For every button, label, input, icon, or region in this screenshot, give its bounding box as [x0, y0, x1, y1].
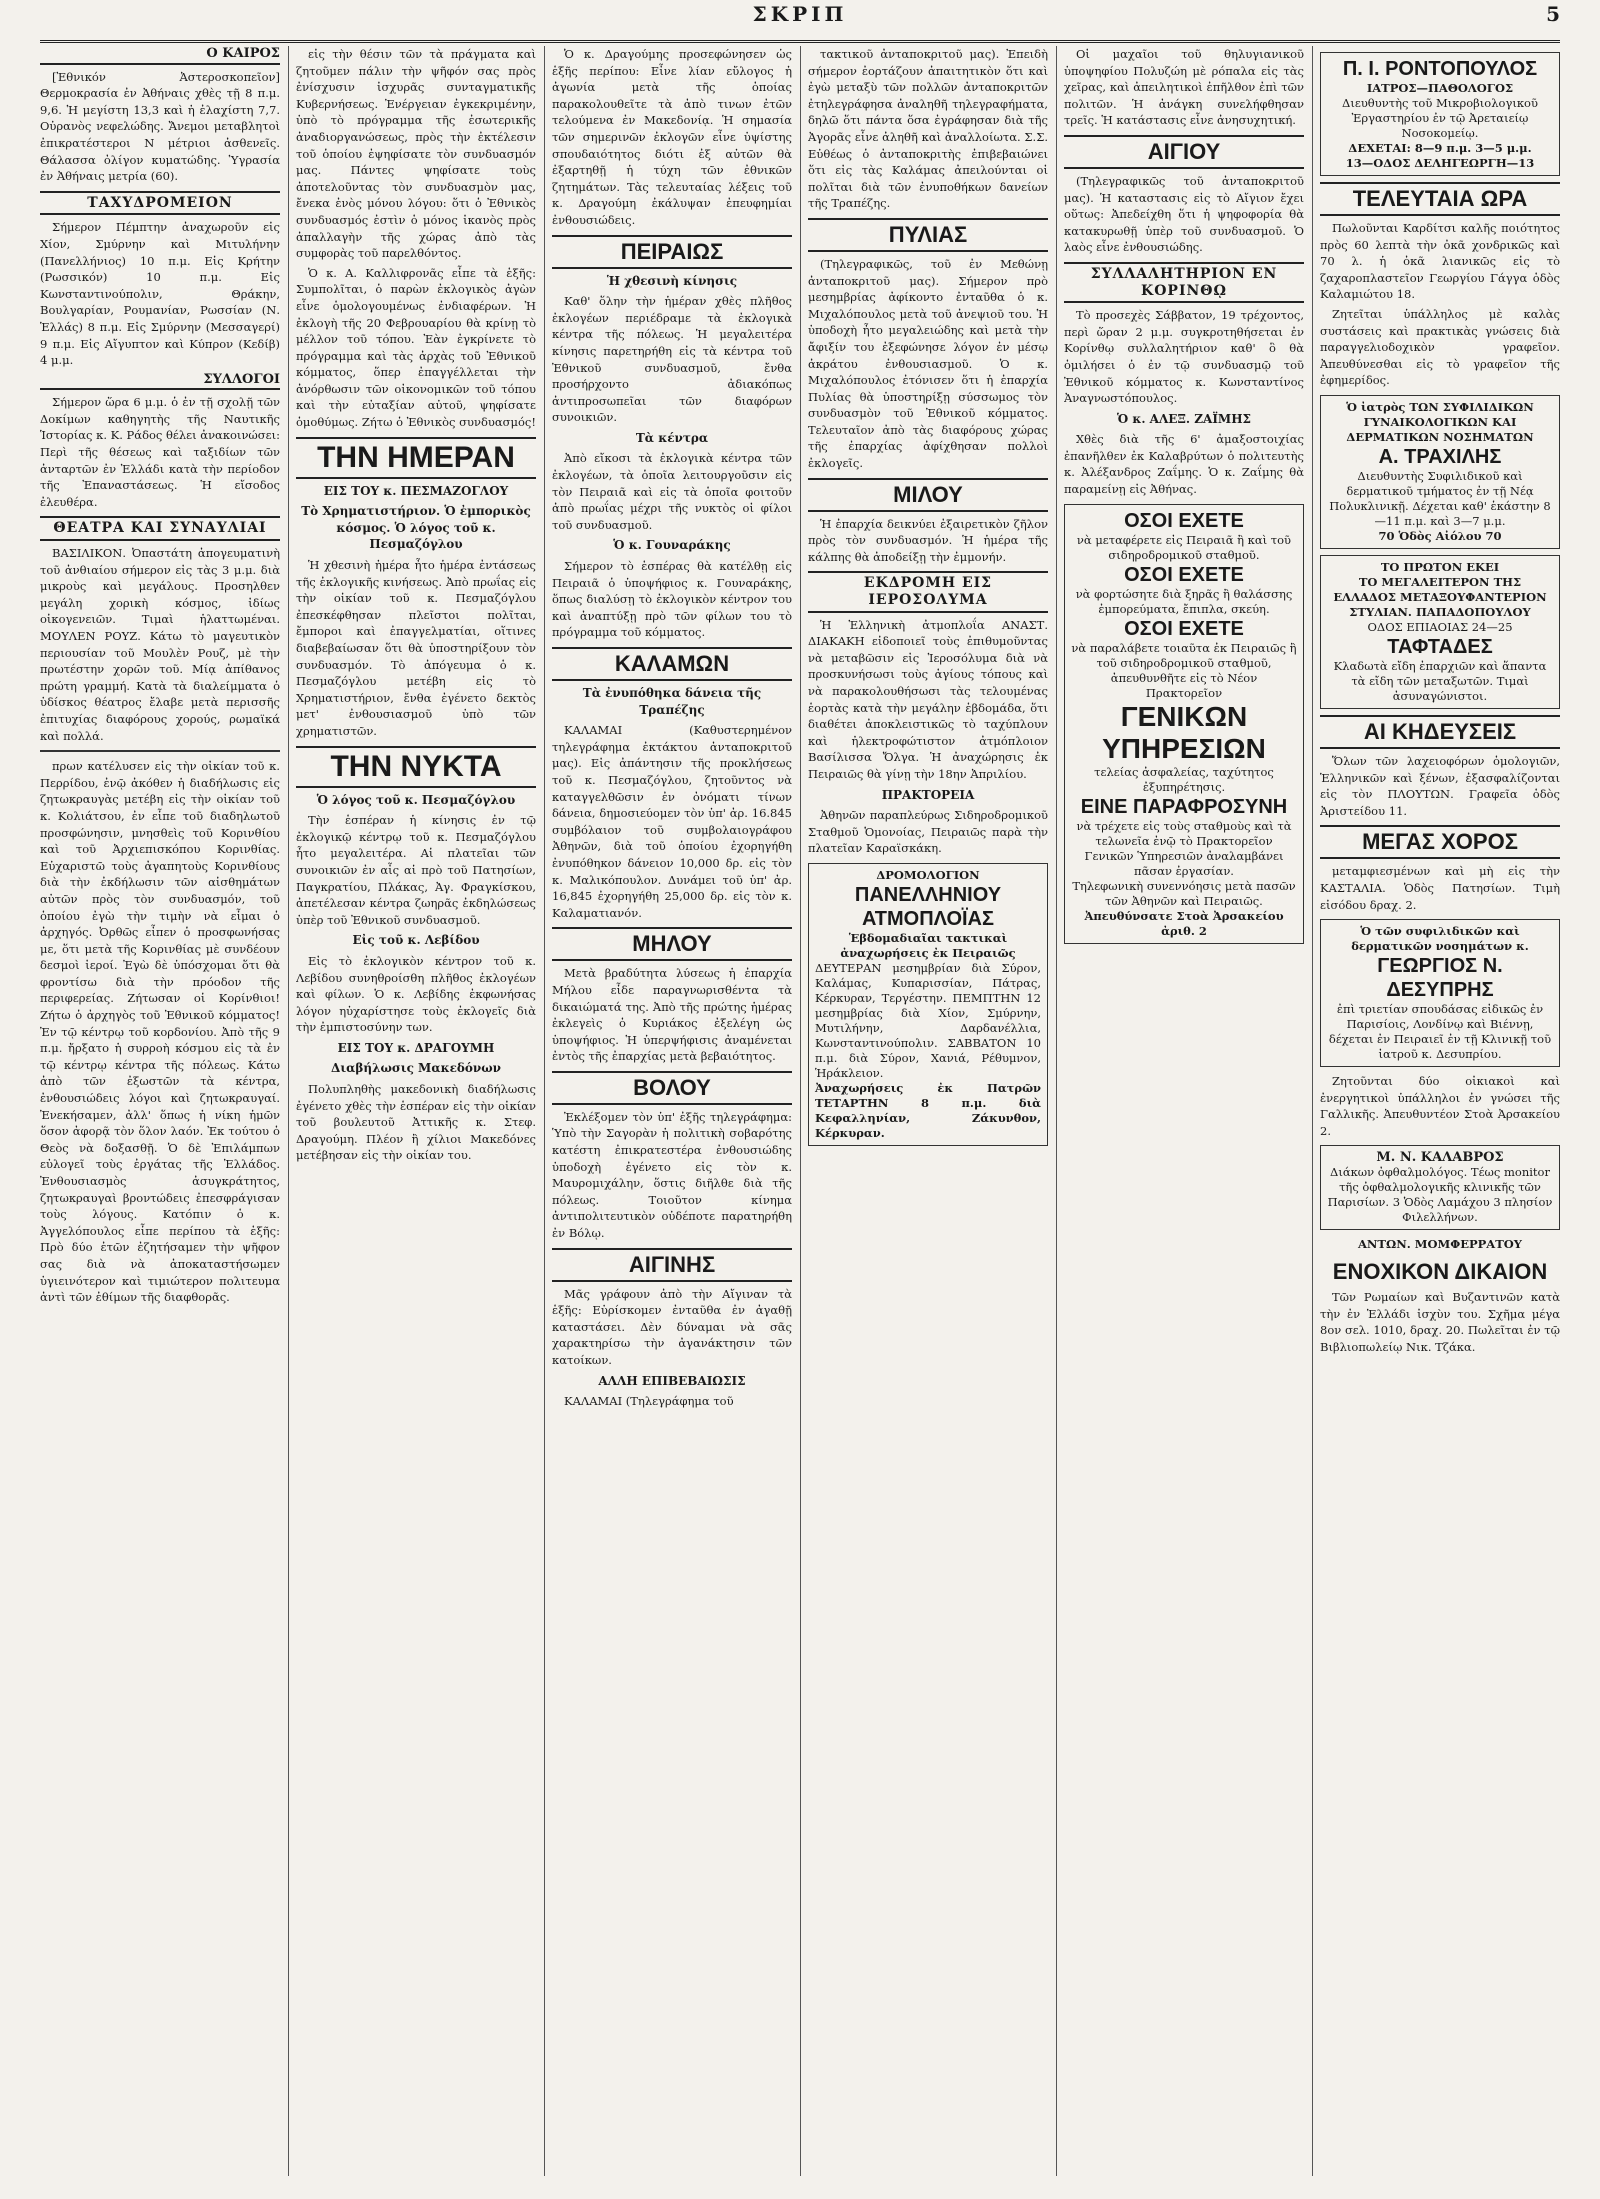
- ad-hours: ΔΕΧΕΤΑΙ: 8—9 π.μ. 3—5 μ.μ.: [1348, 141, 1532, 155]
- subheading: Διαβήλωσις Μακεδόνων: [331, 1061, 501, 1076]
- section-heading: ΑΙΓΙΝΗΣ: [552, 1248, 792, 1282]
- ad-title: ΓΥΝΑΙΚΟΛΟΓΙΚΩΝ ΚΑΙ ΔΕΡΜΑΤΙΚΩΝ ΝΟΣΗΜΑΤΩΝ: [1346, 414, 1534, 444]
- page-number: 5: [1546, 2, 1560, 26]
- ad-address: ΟΔΟΣ ΕΠΙΑΟΙΑΣ 24—25: [1367, 619, 1513, 634]
- article-text: Ὁ κ. Δραγούμης προσεφώνησεν ὡς ἑξῆς περίπου: Εἶνε λίαν εὔλογος ἡ ἀγωνία μετὰ τῆς ὁποίας παρακολουθεῖτε τὰ ἀπὸ τινων ἐτῶν τελούμενα ἐν Μακεδονίᾳ. Ἡ σημασία τῶν σημερινῶν ἐκλογῶν εἶνε ὑψίστης σπουδαιότητος διότι ἐξ αὐτῶν θὰ ἐξαρτηθῇ ἡ τύχη τῶν ἐθνικῶν ζητημάτων. Τὰς τελευταίας λέξεις τοῦ κ. Δραγούμη ἐκάλυψαν ἐπευφημίαι ἐνθουσιώδεις.: [552, 47, 792, 227]
- column-6: [1320, 46, 1560, 2176]
- section-heading: ΤΗΝ ΗΜΕΡΑΝ: [296, 437, 536, 479]
- ad-heading: ΕΙΝΕ ΠΑΡΑΦΡΟΣΥΝΗ: [1080, 795, 1288, 818]
- newspaper-title: ΣΚΡΙΠ: [752, 2, 848, 26]
- ad-title: ΓΕΝΙΚΩΝ ΥΠΗΡΕΣΙΩΝ: [1102, 700, 1266, 764]
- column-rule: [800, 46, 801, 2176]
- subheading: Εἰς τοῦ κ. Λεβίδου: [352, 933, 480, 948]
- article-text: Μᾶς γράφουν ἀπὸ τὴν Αἴγιναν τὰ ἑξῆς: Εὑρίσκομεν ἐνταῦθα ἐν ἀγαθῇ καταστάσει. Δὲν δύναμαι νὰ σᾶς χαρακτηρίσω τὴν ἀγανάκτησιν τῶν κατοίκων.: [552, 1286, 792, 1367]
- article-text: Οἱ μαχαῖοι τοῦ θηλυγιανικοῦ ὑποψηφίου Πολυζώη μὲ ρόπαλα εἰς τὰς χεῖρας, καὶ ἀπειλητικοὶ ἐπῆλθον ἐπὶ τῶν πολιτῶν. Ἡ ἀνάγκη συνελήφθησαν τρεῖς. Ἡ κατάστασις εἶνε ἀνησυχητική.: [1064, 47, 1304, 128]
- societies-heading: ΣΥΛΛΟΓΟΙ: [40, 372, 280, 391]
- subheading: Ὁ λόγος τοῦ κ. Πεσμαζόγλου: [316, 792, 516, 807]
- article-text: (Τηλεγραφικῶς, τοῦ ἐν Μεθώνῃ ἀνταποκριτοῦ μας). Σήμερον πρὸ μεσημβρίας ἀφίκοντο ἐνταῦθα ὁ κ. Μιχαλόπουλος μετὰ τοῦ ἀνεψιοῦ του. Ἡ ὑποδοχὴ ἦτο μεγαλειώδης καὶ μετὰ τὴν ἄφιξίν του ἐξεφώνησε λόγον ἐν μέσῳ ἀκράτου ἐνθουσιασμοῦ. Ὁ κ. Μιχαλόπουλος ἐτόνισεν ὅτι ἡ ἐπαρχία Πυλίας θὰ ὑποστηρίξῃ σύσσωμος τὸν συνδυασμὸν τοῦ Ἐθνικοῦ κόμματος. Τελευταῖον ἀπὸ τὰς διαφόρους χώρας τῆς ἐπαρχίας ἀφίχθησαν πολλοὶ ἐκλογεῖς.: [808, 256, 1048, 471]
- column-2: [296, 46, 536, 2176]
- subheading: Ὁ κ. ΑΛΕΞ. ΖΑΪΜΗΣ: [1116, 411, 1252, 426]
- column-rule: [1056, 46, 1057, 2176]
- section-heading: ΚΑΛΑΜΩΝ: [552, 647, 792, 681]
- societies-text: Σήμερον ὥρα 6 μ.μ. ὁ ἐν τῇ σχολῇ τῶν Δοκίμων καθηγητὴς τῆς Ναυτικῆς Ἱστορίας κ. Κ. Ράδος θέλει ἀνακοινώσει: Περὶ τῆς θέσεως καὶ ταξιδίων τῶν ἀνταρτῶν ἐν Ἑλλάδι κατὰ τὴν περίοδον τῆς Ἐπαναστάσεως. Ἡ εἴσοδος ἐλευθέρα.: [40, 395, 280, 509]
- silk-factory-ad: [1320, 555, 1560, 709]
- ad-heading: ΟΣΟΙ ΕΧΕΤΕ: [1124, 617, 1244, 640]
- article-text: Ὁ κ. Α. Καλλιφρονᾶς εἶπε τὰ ἑξῆς: Συμπολῖται, ὁ παρὼν ἐκλογικὸς ἀγὼν εἶνε ὁμολογουμένως ἐνδιαφέρων. Ἡ ἐκλογὴ τῆς 20 Φεβρουαρίου θὰ κρίνῃ τὸ μέλλον τοῦ τόπου. Ἐὰν ἐγκρίνετε τὸ πρόγραμμα καὶ τὰς ἀρχὰς τοῦ Ἐθνικοῦ κόμματος, ὅπερ ἐπαγγέλλεται τὴν ἀνόρθωσιν τῶν οἰκονομικῶν τοῦ τόπου καὶ τὴν εὐταξίαν αὐτοῦ, ψηφίσατε ὁμοθύμως. Ζήτω ὁ Ἐθνικὸς συνδυασμός!: [296, 265, 536, 430]
- doctor-ad: [1320, 52, 1560, 176]
- divider: [40, 750, 280, 752]
- book-ad-text: Τῶν Ρωμαίων καὶ Βυζαντινῶν κατὰ τὴν ἐν Ἑλλάδι ἰσχὺν του. Σχῆμα μέγα 8ον σελ. 1010, δραχ. 20. Πωλεῖται ἐν τῷ Βιβλιοπωλείῳ Νικ. Τζάκα.: [1320, 1290, 1560, 1354]
- ad-text: ἐπὶ τριετίαν σπουδάσας εἰδικῶς ἐν Παρισίοις, Λονδίνῳ καὶ Βιέννῃ, δέχεται ἐν Πειραιεῖ ἐν τῇ Κλινικῇ τοῦ ἰατροῦ κ. Δεσυπρίου.: [1328, 1002, 1552, 1062]
- classified-text: μεταμφιεσμένων καὶ μὴ εἰς τὴν ΚΑΣΤΑΛΙΑ. Ὁδὸς Πατησίων. Τιμὴ εἰσόδου δραχ. 2.: [1320, 864, 1560, 912]
- section-heading: ΒΟΛΟΥ: [552, 1071, 792, 1105]
- column-rule: [544, 46, 545, 2176]
- article-text: Ἀθηνῶν παραπλεύρως Σιδηροδρομικοῦ Σταθμοῦ Ὁμονοίας, Πειραιῶς παρὰ τὴν πλατεῖαν Καραϊσκάκη.: [808, 808, 1048, 856]
- weather-text: [Ἐθνικόν Ἀστεροσκοπεῖον] Θερμοκρασία ἐν Ἀθήναις χθὲς τῇ 8 π.μ. 9,6. Ἡ μεγίστη 13,3 καὶ ἡ ἐλαχίστη 7,7. Οὐρανὸς νεφελώδης. Ἄνεμοι μεταβλητοὶ ἐπικρατέστεροι Ν μέτριοι ἀσθενεῖς. Θάλασσα ὀλίγον κυματώδης. Ὑγρασία ἐν Ἀθήναις μετρία (60).: [40, 69, 280, 184]
- ad-text: τελείας ἀσφαλείας, ταχύτητος ἐξυπηρέτησις.: [1094, 764, 1274, 794]
- book-ad-title: ΕΝΟΧΙΚΟΝ ΔΙΚΑΙΟΝ: [1332, 1259, 1548, 1285]
- classified-text: Ζητοῦνται δύο οἰκιακοὶ καὶ ἐνεργητικοὶ ὑπάλληλοι ἐν γνώσει τῆς Γαλλικῆς. Ἀπευθυντέον Στοὰ Ἀρσακείου 2.: [1320, 1074, 1560, 1138]
- ad-name: Π. Ι. ΡΟΝΤΟΠΟΥΛΟΣ: [1342, 58, 1538, 80]
- post-text: Σήμερον Πέμπτην ἀναχωροῦν εἰς Χίον, Σμύρνην καὶ Μιτυλήνην (Πανελλήνιος) 10 π.μ. Εἰς Κρήτην (Ρωσσικόν) 10 π.μ. Εἰς Κωνσταντινούπολιν, Θράκην, Βουλγαρίαν, Ρουμανίαν, Ρωσσίαν (Ν. Ἑλλάς) 8 π.μ. Εἰς Σμύρνην (Μεσσαγερί) 9 π.μ. Εἰς Αἴγυπτον καὶ Κύπρον (Κεδίβ) 4 μ.μ.: [40, 220, 280, 368]
- article-text: Εἰς τὸ ἐκλογικὸν κέντρον τοῦ κ. Λεβίδου συνηθροίσθη πλῆθος ἐκλογέων καὶ φίλων. Ὁ κ. Λεβίδης ἐκφωνήσας λόγον ηὐχαρίστησε τοὺς ἐκλογεῖς διὰ τὴν ἐμπιστοσύνην των.: [296, 953, 536, 1035]
- weather-heading: Ο ΚΑΙΡΟΣ: [40, 46, 280, 65]
- article-text: Ἐκλέξομεν τὸν ὑπ' ἐξῆς τηλεγράφημα: Ὑπὸ τὴν Σαγορὰν ἡ πολιτικὴ σοβαρότης κατέστη ἐπικρατεστέρα ἐνθουσιώδης ὑποδοχὴ ἐγένετο εἰς τὸν κ. Μαυρομιχάλην, ὅστις διῆλθε διὰ τῆς πόλεως. Τοιοῦτον κίνημα ἀντιπολιτευτικὸν οὐδέποτε παρατηρήθη ἐν Βόλῳ.: [552, 1109, 792, 1241]
- article-text: Τὸ προσεχὲς Σάββατον, 19 τρέχοντος, περὶ ὥραν 2 μ.μ. συγκροτηθήσεται ἐν Κορίνθῳ συλλαλητήριον καθ' ὃ θὰ ὁμιλήσει ὁ ἐν τῷ συνδυασμῷ τοῦ Ἐθνικοῦ κόμματος κ. Κωνσταντίνος Ἀναγνωστόπουλος.: [1064, 308, 1304, 406]
- subheading: ΕΙΣ ΤΟΥ κ. ΔΡΑΓΟΥΜΗ: [337, 1040, 495, 1055]
- doctor-ad: [1320, 1145, 1560, 1230]
- section-heading: ΜΗΛΟΥ: [552, 927, 792, 961]
- column-5: [1064, 46, 1304, 2176]
- section-heading: ΣΥΛΛΑΛΗΤΗΡΙΟΝ ΕΝ ΚΟΡΙΝΘῼ: [1064, 262, 1304, 303]
- ad-text: ΔΕΥΤΕΡΑΝ μεσημβρίαν διὰ Σύρον, Καλάμας, Κυπαρισσίαν, Πάτρας, Κέρκυραν, Τεργέστην. ΠΕΜΠΤΗΝ 12 μεσημβρίας διὰ Χίον, Σμύρνην, Μυτιλήνην, Δαρδανέλλια, Κωνσταντινούπολιν. ΣΑΒΒΑΤΟΝ 10 π.μ. διὰ Σύρον, Χανιά, Ρέθυμνον, Ἡράκλειον.: [815, 960, 1041, 1080]
- ad-title: ΠΑΝΕΛΛΗΝΙΟΥ ΑΤΜΟΠΛΟΪΑΣ: [854, 883, 1002, 930]
- section-heading: ΜΕΓΑΣ ΧΟΡΟΣ: [1320, 825, 1560, 859]
- article-text: Ἀπὸ εἴκοσι τὰ ἐκλογικὰ κέντρα τῶν ἐκλογέων, τὰ ὁποῖα λειτουργοῦσιν εἰς τὸν Πειραιᾶ καὶ εἰς τὰ ὁποῖα φοιτοῦν ἀπὸ πρωΐας μέχρι τῆς νυκτὸς οἱ φίλοι τοῦ συνδυασμοῦ.: [552, 451, 792, 532]
- ad-text: νὰ τρέχετε εἰς τοὺς σταθμοὺς καὶ τὰ τελωνεῖα ἐνῷ τὸ Πρακτορεῖον Γενικῶν Ὑπηρεσιῶν ἀναλαμβάνει πᾶσαν ἐργασίαν.: [1076, 818, 1292, 878]
- ad-heading: ΔΡΟΜΟΛΟΓΙΟΝ: [876, 867, 980, 882]
- ad-name: ΓΕΩΡΓΙΟΣ Ν. ΔΕΣΥΠΡΗΣ: [1377, 955, 1503, 1002]
- column-3: [552, 46, 792, 2176]
- ad-title: ΙΑΤΡΟΣ—ΠΑΘΟΛΟΓΟΣ: [1366, 81, 1514, 95]
- ad-heading: ΟΣΟΙ ΕΧΕΤΕ: [1124, 509, 1244, 532]
- article-text: Πολυπληθὴς μακεδονικὴ διαδήλωσις ἐγένετο χθὲς τὴν ἑσπέραν εἰς τὴν οἰκίαν τοῦ βουλευτοῦ Ἀττικῆς κ. Στεφ. Δραγούμη. Πλέον ἢ χίλιοι Μακεδόνες μετέβησαν εἰς τὴν οἰκίαν του.: [296, 1082, 536, 1163]
- ad-heading: Ὁ τῶν συφιλιδικῶν καὶ δερματικῶν νοσημάτων κ.: [1351, 924, 1529, 954]
- ad-text: Τηλεφωνικὴ συνεννόησις μετὰ πασῶν τῶν Ἀθηνῶν καὶ Πειραιῶς.: [1072, 878, 1296, 908]
- subheading: Ὁ κ. Γουναράκης: [613, 538, 731, 553]
- column-4: [808, 46, 1048, 2176]
- ad-text: νὰ μεταφέρετε εἰς Πειραιᾶ ἢ καὶ τοῦ σιδηροδρομικοῦ σταθμοῦ.: [1076, 532, 1292, 562]
- ad-name: ΣΤΥΛΙΑΝ. ΠΑΠΑΔΟΠΟΥΛΟΥ: [1349, 604, 1531, 619]
- masthead: [40, 0, 1560, 43]
- section-heading: ΤΕΛΕΥΤΑΙΑ ΩΡΑ: [1320, 182, 1560, 216]
- ad-subtitle: ΤΑΦΤΑΔΕΣ: [1387, 635, 1493, 658]
- article-text: Ἡ χθεσινὴ ἡμέρα ἦτο ἡμέρα ἐντάσεως τῆς ἐκλογικῆς κινήσεως. Ἀπὸ πρωΐας εἰς τὴν οἰκίαν τοῦ κ. Πεσμαζόγλου ἐπεσκέφθησαν πλεῖστοι πολῖται, ἔμποροι καὶ ἐπαγγελματίαι, οἵτινες διαβεβαίωσαν ὅτι θὰ ὑποστηρίξουν τὸν συνδυασμόν. Τὸ ἀπόγευμα ὁ κ. Πεσμαζόγλου μετέβη εἰς τὸ Χρηματιστήριον, ἔνθα ἐγένετο δεκτὸς μετ' ἐνθουσιασμοῦ ὑπὸ τῶν χρηματιστῶν.: [296, 558, 536, 738]
- ad-heading: ΟΣΟΙ ΕΧΕΤΕ: [1124, 563, 1244, 586]
- subheading: Ἡ χθεσινὴ κίνησις: [606, 273, 738, 288]
- subheading: ΠΡΑΚΤΟΡΕΙΑ: [881, 787, 975, 802]
- shipping-ad: [808, 863, 1048, 1146]
- article-text: Σήμερον τὸ ἑσπέρας θὰ κατέλθῃ εἰς Πειραιᾶ ὁ ὑποψήφιος κ. Γουναράκης, ὅπως διαλύσῃ τὸ ἐκλογικὸν κέντρον του καὶ ἀναπτύξῃ πρὸ τῶν φίλων του τὸ πρόγραμμα τοῦ κόμματος.: [552, 559, 792, 640]
- section-heading: ΠΥΛΙΑΣ: [808, 218, 1048, 252]
- subheading: Τὰ κέντρα: [635, 430, 709, 445]
- column-rule: [1312, 46, 1313, 2176]
- article-text: ΚΑΛΑΜΑΙ (Καθυστερημένον τηλεγράφημα ἐκτάκτου ἀνταποκριτοῦ μας). Εἰς ἀπάντησιν τῆς προκλήσεως τοῦ κ. Πεσμαζόγλου, ζητοῦντος νὰ καταγγελθῶσιν ἐν ὀνόματι τίνων δάνεια, δημοσιεύομεν τὸν ὑπ' ἀρ. 16.845 συμβόλαιον τοῦ συμβολαιογράφου Ἀθηνῶν, διὰ τοῦ ὁποίου ἐχορηγήθη ἐνυπόθηκον δάνειον 10,000 δρ. εἰς τὸν κ. Μαλικόπουλον. Δυνάμει τοῦ ὑπ' ἀρ. 16,845 ἐχορηγήθη 25,000 δρ. εἰς τὸν κ. Καλαματιανόν.: [552, 723, 792, 920]
- article-text: Ἡ ἐπαρχία δεικνύει ἐξαιρετικὸν ζῆλον πρὸς τὸν συνδυασμόν. Ἡ ἡμέρα τῆς κάλπης θὰ ἀποδείξῃ τὴν ἐμμονήν.: [808, 516, 1048, 564]
- section-heading: ΠΕΙΡΑΙΩΣ: [552, 235, 792, 269]
- ad-footer: Ἀναχωρήσεις ἐκ Πατρῶν ΤΕΤΑΡΤΗΝ 8 π.μ. διὰ Κεφαλληνίαν, Ζάκυνθον, Κέρκυραν.: [815, 1080, 1041, 1140]
- classified-text: Ὅλων τῶν λαχειοφόρων ὁμολογιῶν, Ἑλληνικῶν καὶ ξένων, ἐξασφαλίζονται εἰς τὸν ΠΛΟΥΤΩΝ. Γραφεῖα ὁδὸς Ἀριστείδου 11.: [1320, 753, 1560, 818]
- article-text: ΚΑΛΑΜΑΙ (Τηλεγράφημα τοῦ: [564, 1394, 734, 1409]
- section-heading: ΜΙΛΟΥ: [808, 478, 1048, 512]
- section-heading: ΑΙΓΙΟΥ: [1064, 135, 1304, 169]
- section-heading: ΑΙ ΚΗΔΕΥΣΕΙΣ: [1320, 715, 1560, 749]
- ad-heading: ΤΟ ΠΡΩΤΟΝ ΕΚΕΙ: [1380, 559, 1500, 574]
- post-heading: ΤΑΧΥΔΡΟΜΕΙΟΝ: [40, 191, 280, 216]
- subheading: Τὸ Χρηματιστήριον. Ὁ ἐμπορικὸς κόσμος. Ὁ λόγος τοῦ κ. Πεσμαζόγλου: [301, 504, 531, 552]
- column-rule: [288, 46, 289, 2176]
- article-text: τακτικοῦ ἀνταποκριτοῦ μας). Ἐπειδὴ σήμερον ἐορτάζουν ἀπαιτητικὸν ὅτι καὶ ἐγὼ μεταξὺ τῶν πολλῶν ἀνταποκριτῶν ἐτηλεγράφησα ἀναληθῆ τηλεγραφήματα, δηλῶ ὅτι πάντα ὅσα ἐγράφησαν διὰ τῆς Ἀγορᾶς εἶνε ἀληθῆ καὶ ἀναλλοίωτα. Σ.Σ. Εὐθέως ὁ ἀνταποκριτὴς ἐπιβεβαιώνει ὅτι εἰς τὰς Καλάμας ἀπειλούνται οἱ πολῖται διὰ τῶν ἐνυποθήκων δανείων τῆς Τραπέζης.: [808, 47, 1048, 211]
- section-heading: ΕΚΔΡΟΜΗ ΕΙΣ ΙΕΡΟΣΟΛΥΜΑ: [808, 571, 1048, 612]
- ad-text: Διάκων ὀφθαλμολόγος. Τέως monitor τῆς ὀφθαλμολογικῆς κλινικῆς τῶν Παρισίων. 3 Ὁδὸς Λαμάχου 3 πλησίον Φιλελλήνων.: [1327, 1165, 1553, 1225]
- classified-text: Ζητεῖται ὑπάλληλος μὲ καλὰς συστάσεις καὶ πρακτικὰς γνώσεις διὰ παραγγελιοδοχικὸν γραφεῖον. Ἀπευθύνεσθαι εἰς τὸ γραφεῖον τῆς ἐφημερίδος.: [1320, 306, 1560, 388]
- classified-text: Πωλοῦνται Καρδίτσι καλῆς ποιότητος πρὸς 60 λεπτὰ τὴν ὀκᾶ χονδρικῶς καὶ 70 λ. ἡ ὀκᾶ λιανικῶς εἰς τὸ ζαχαροπλαστεῖον Γεωργίου Γάγγα ὁδὸς Καλαμιώτου 18.: [1320, 221, 1560, 302]
- doctor-ad: [1320, 919, 1560, 1067]
- ad-address: Ἀπευθύνσατε Στοὰ Ἀρσακείου ἀριθ. 2: [1084, 908, 1284, 938]
- ad-text: Διευθυντὴς Συφιλιδικοῦ καὶ δερματικοῦ τμήματος ἐν τῇ Νέᾳ Πολυκλινικῇ. Δέχεται καθ' ἑκάστην 8—11 π.μ. καὶ 3—7 μ.μ.: [1329, 468, 1551, 528]
- ad-heading: Ὁ ἰατρὸς ΤΩΝ ΣΥΦΙΛΙΔΙΚΩΝ: [1346, 399, 1534, 414]
- ad-text: Κλαδωτὰ εἴδη ἐπαρχιῶν καὶ ἅπαντα τὰ εἴδη τῶν μεταξωτῶν. Τιμαὶ ἀσυναγώνιστοι.: [1333, 658, 1547, 703]
- article-text: Μετὰ βραδύτητα λύσεως ἡ ἐπαρχία Μήλου εἶδε παραγνωρισθέντα τὰ δικαιώματά της. Ἀπὸ τῆς πρώτης ἡμέρας ἐκλεγεὶς ὁ Κυριάκος ἐξελέγη ὡς ὑποψήφιος. Ἡ ὑπερψήφισις ἀναμένεται ἐντὸς τῆς ἐπαρχίας μετὰ βεβαιότητος.: [552, 966, 792, 1064]
- theatres-heading: ΘΕΑΤΡΑ ΚΑΙ ΣΥΝΑΥΛΙΑΙ: [40, 516, 280, 541]
- ad-address: 13—ΟΔΟΣ ΔΕΛΗΓΕΩΡΓΗ—13: [1345, 156, 1535, 170]
- ad-subtitle: Ἑβδομαδιαῖαι τακτικαὶ ἀναχωρήσεις ἐκ Πειραιῶς: [840, 930, 1016, 960]
- ad-name: Α. ΤΡΑΧΙΛΗΣ: [1378, 445, 1502, 468]
- column-1: [40, 46, 280, 2176]
- article-text: Ἡ Ἑλληνικὴ ἀτμοπλοΐα ΑΝΑΣΤ. ΔΙΑΚΑΚΗ εἰδοποιεῖ τοὺς ἐπιθυμοῦντας νὰ μεταβῶσιν εἰς Ἱεροσόλυμα διὰ νὰ προσκυνήσωσι τοὺς ἁγίους τόπους καὶ νὰ παρακολουθήσωσι τὰς τελουμένας ἑορτὰς κατὰ τὴν μεγάλην ἑβδομάδα, ὅτι διαθέτει ἀποκλειστικῶς τὸ ταχύπλουν καὶ ἠλεκτροφώτιστον ἀτμόπλοιον Βασίλισσα Ὄλγα. Ἡ ἀναχώρησις ἐκ Πειραιῶς θὰ γίνῃ τὴν 18ην Ἀπριλίου.: [808, 617, 1048, 781]
- article-text: (Τηλεγραφικῶς τοῦ ἀνταποκριτοῦ μας). Ἡ καταστασις εἰς τὸ Αἴγιον ἔχει οὕτως: Ἀπεδείχθη ὅτι ἡ ψηφοφορία θὰ κατακυρωθῇ ὑπὲρ τοῦ συνδυασμοῦ. Ὁ λαὸς εἶνε ἐνθουσιώδης.: [1064, 173, 1304, 255]
- article-text: Καθ' ὅλην τὴν ἡμέραν χθὲς πλῆθος ἐκλογέων περιέδραμε τὰ ἐκλογικὰ κέντρα τῆς πόλεως. Ἡ μεγαλειτέρα κίνησις παρετηρήθη εἰς τὰ κέντρα τοῦ Ἐθνικοῦ συνδυασμοῦ, ἔνθα προσήρχοντο ἀδιακόπως ἀντιπροσωπεῖαι τῶν διαφόρων συνοικιῶν.: [552, 294, 792, 425]
- ad-address: 70 Ὁδὸς Αἰόλου 70: [1378, 528, 1502, 543]
- article-text: πρων κατέλυσεν εἰς τὴν οἰκίαν τοῦ κ. Περρίδου, ἐνῷ ἀκόθεν ἡ διαδήλωσις εἰς ζητωκραυγὰς μετέβη εἰς τὴν οἰκίαν τοῦ κ. Κολιάτσου, ἐν εἶπε τοῦ διαδηλωτοῦ προσφώνησιν, μνησθεὶς τοῦ Κορινθίου καὶ τοῦ Ἀρχιεπισκόπου Κορινθίας. Εὐχαριστῶ τοὺς ἀγαπητοὺς Κορινθίους διὰ τὴν ἐκδήλωσιν τῶν αἰσθημάτων αὐτῶν πρὸς τὸν συνδυασμόν, τοῦ ὁποίου ἐγὼ τὴν τιμὴν νὰ εἶμαι ὁ ἀρχηγός. Ὀρθῶς εἶπεν ὁ προσφωνήσας με, ὅτι μετὰ τῆς Κορινθίας μὲ συνδέουν δεσμοὶ ἱεροί. Ἐγὼ δὲ ὑπόσχομαι ὅτι θὰ φροντίσω διὰ τὴν πρόοδον τῆς περιφερείας. Ζήτωσαν οἱ Κορίνθιοι! Ζήτω ὁ ἀρχηγὸς τοῦ Ἐθνικοῦ κόμματος! Ἐν τῷ κέντρῳ τοῦ κορδονίου. Ἀπὸ τῆς 9 π.μ. ἤρξατο ἡ συρροὴ κόσμου εἰς τὰ ἐν τῷ κέντρῳ κέντρα τῆς πόλεως. Κάτω ἀπὸ τῶν ἐξωστῶν τὰ κέντρα, ἐνθουσιώδεις λόγοι καὶ ζητωκραυγαί. Ἐνεκήσαμεν, ἀλλ' ὅπως ἡ νίκη ἡμῶν ὅσον ἀφορᾷ τὸν ὅλον λαόν. Ἐκ τούτου ὁ Θεὸς νὰ δοξασθῇ. Ὁ δὲ Ἐπιλάμπων εὐλογεῖ τοὺς ἐργάτας τῆς Ἐλλάδος. Ἐνθουσιασμὸς ἀσυγκράτητος, ζητωκραυγαὶ βροντώδεις ἐπεσφράγισαν τοὺς λόγους. Κατόπιν ὁ κ. Ἀγγελόπουλος εἶπε περίπου τὰ ἑξῆς: Πρὸ δύο ἐτῶν ἐζητήσαμεν τὴν ψῆφον σας διὰ νὰ ἀποκαταστήσωμεν ὑγιεινότερον καὶ τιμιώτερον πολιτευμα ἀντὶ τῶν ἐθίμων τῆς διαφθορᾶς.: [40, 759, 280, 1305]
- ad-text: νὰ φορτώσητε διὰ ξηρᾶς ἢ θαλάσσης ἐμπορεύματα, ἔπιπλα, σκεύη.: [1075, 586, 1293, 616]
- subheading: ΑΛΛΗ ΕΠΙΒΕΒΑΙΩΣΙΣ: [598, 1373, 746, 1388]
- ad-title: ΤΟ ΜΕΓΑΛΕΙΤΕΡΟΝ ΤΗΣ ΕΛΛΑΔΟΣ ΜΕΤΑΞΟΥΦΑΝΤΕΡΙΟΝ: [1333, 574, 1547, 604]
- agency-ad: [1064, 504, 1304, 944]
- article-text: Τὴν ἑσπέραν ἡ κίνησις ἐν τῷ ἐκλογικῷ κέντρῳ τοῦ κ. Πεσμαζόγλου ἦτο μεγαλειτέρα. Αἱ πλατεῖαι τῶν συνοικιῶν ἐν αἷς αἱ πρὸ τοῦ Πατησίων, Παγκρατίου, Πλάκας, Ἀγ. Φραγκίσκου, ἀπετέλεσαν κέντρα ζωηρᾶς ἐκδηλώσεως ὑπὲρ τοῦ Ἐθνικοῦ συνδυασμοῦ.: [296, 813, 536, 927]
- ad-text: νὰ παραλάβετε τοιαῦτα ἐκ Πειραιῶς ἢ τοῦ σιδηροδρομικοῦ σταθμοῦ, ἀπευθυνθῆτε εἰς τὸ Νέον Πρακτορεῖον: [1071, 640, 1297, 700]
- article-text: εἰς τὴν θέσιν τῶν τὰ πράγματα καὶ ζητοῦμεν πάλιν τὴν ψῆφόν σας πρὸς ἐνίσχυσιν ἰσχυρᾶς συνταγματικῆς Κυβερνήσεως. Ἐνέργειαν ἐγκεκριμένην, ὑπὸ τὸ πρόγραμμα τῆς ἐσωτερικῆς ἀναδιοργανώσεως, πρὸς τὴν ἐκτέλεσιν τοῦ ὁποίου ἐψηφίσατε τὸν συνδυασμόν μας. Πάντες ψηφίσατε τοὺς ἀποτελοῦντας τὸν συνδυασμὸν μας, ἔνεκα ἐνὸς μόνου λόγου: ὅτι ὁ Ἐθνικὸς συνδυασμός ἐστὶν ὁ μόνος ἱκανὸς πρὸς ἀπαλλαγὴν τῆς χώρας ἀπὸ τὰς συμφορὰς τοῦ παρελθόντος.: [296, 47, 536, 261]
- subheading: ΕΙΣ ΤΟΥ κ. ΠΕΣΜΑΖΟΓΛΟΥ: [323, 483, 509, 498]
- doctor-ad: [1320, 395, 1560, 549]
- theatres-text: ΒΑΣΙΛΙΚΟΝ. Ὀπαστάτη ἀπογευματινὴ τοῦ ἀνθιαίου σήμερον εἰς τὰς 3 μ.μ. διὰ μικροὺς καὶ μεγάλους. Προσηλθεν μεγάλη χορικὴ κόσμος, ἰδίως οἰκογενειῶν. Τιμαὶ ἡλαττωμέναι. ΜΟΥΛΕΝ ΡΟΥΖ. Κάτω τὸ μαγευτικὸν περιουσίαν τοῦ Μουλὲν Ρουζ, μὲ τὴν πρωτέστην χορῶν τοῦ. Μίᾳ ἀπίθανος πρώτη γραμμή. Κατὰ τὰ διαλείμματα ὁ ὑδίσκος θέατρος ἔλαβε μετὰ περισσῆς ἐπιτυχίας διαφόρους χορούς, ρωμαϊκά καὶ πολλά.: [40, 546, 280, 743]
- section-heading: ΤΗΝ ΝΥΚΤΑ: [296, 746, 536, 788]
- ad-name: Μ. Ν. ΚΑΛΑΒΡΟΣ: [1376, 1150, 1504, 1166]
- subheading: Τὰ ἐνυπόθηκα δάνεια τῆς Τραπέζης: [582, 686, 762, 717]
- ad-text: Διευθυντὴς τοῦ Μικροβιολογικοῦ Ἐργαστηρίου ἐν τῷ Ἀρεταιείῳ Νοσοκομείῳ.: [1342, 96, 1538, 140]
- article-text: Χθὲς διὰ τῆς 6' ἀμαξοστοιχίας ἐπανῆλθεν ἐκ Καλαβρύτων ὁ πολιτευτὴς κ. Ἀλέξανδρος Ζαΐμης. Ὁ κ. Ζαΐμης θὰ παραμείνῃ εἰς Ἀθήνας.: [1064, 432, 1304, 497]
- book-ad-author: ΑΝΤΩΝ. ΜΟΜΦΕΡΡΑΤΟΥ: [1357, 1237, 1522, 1252]
